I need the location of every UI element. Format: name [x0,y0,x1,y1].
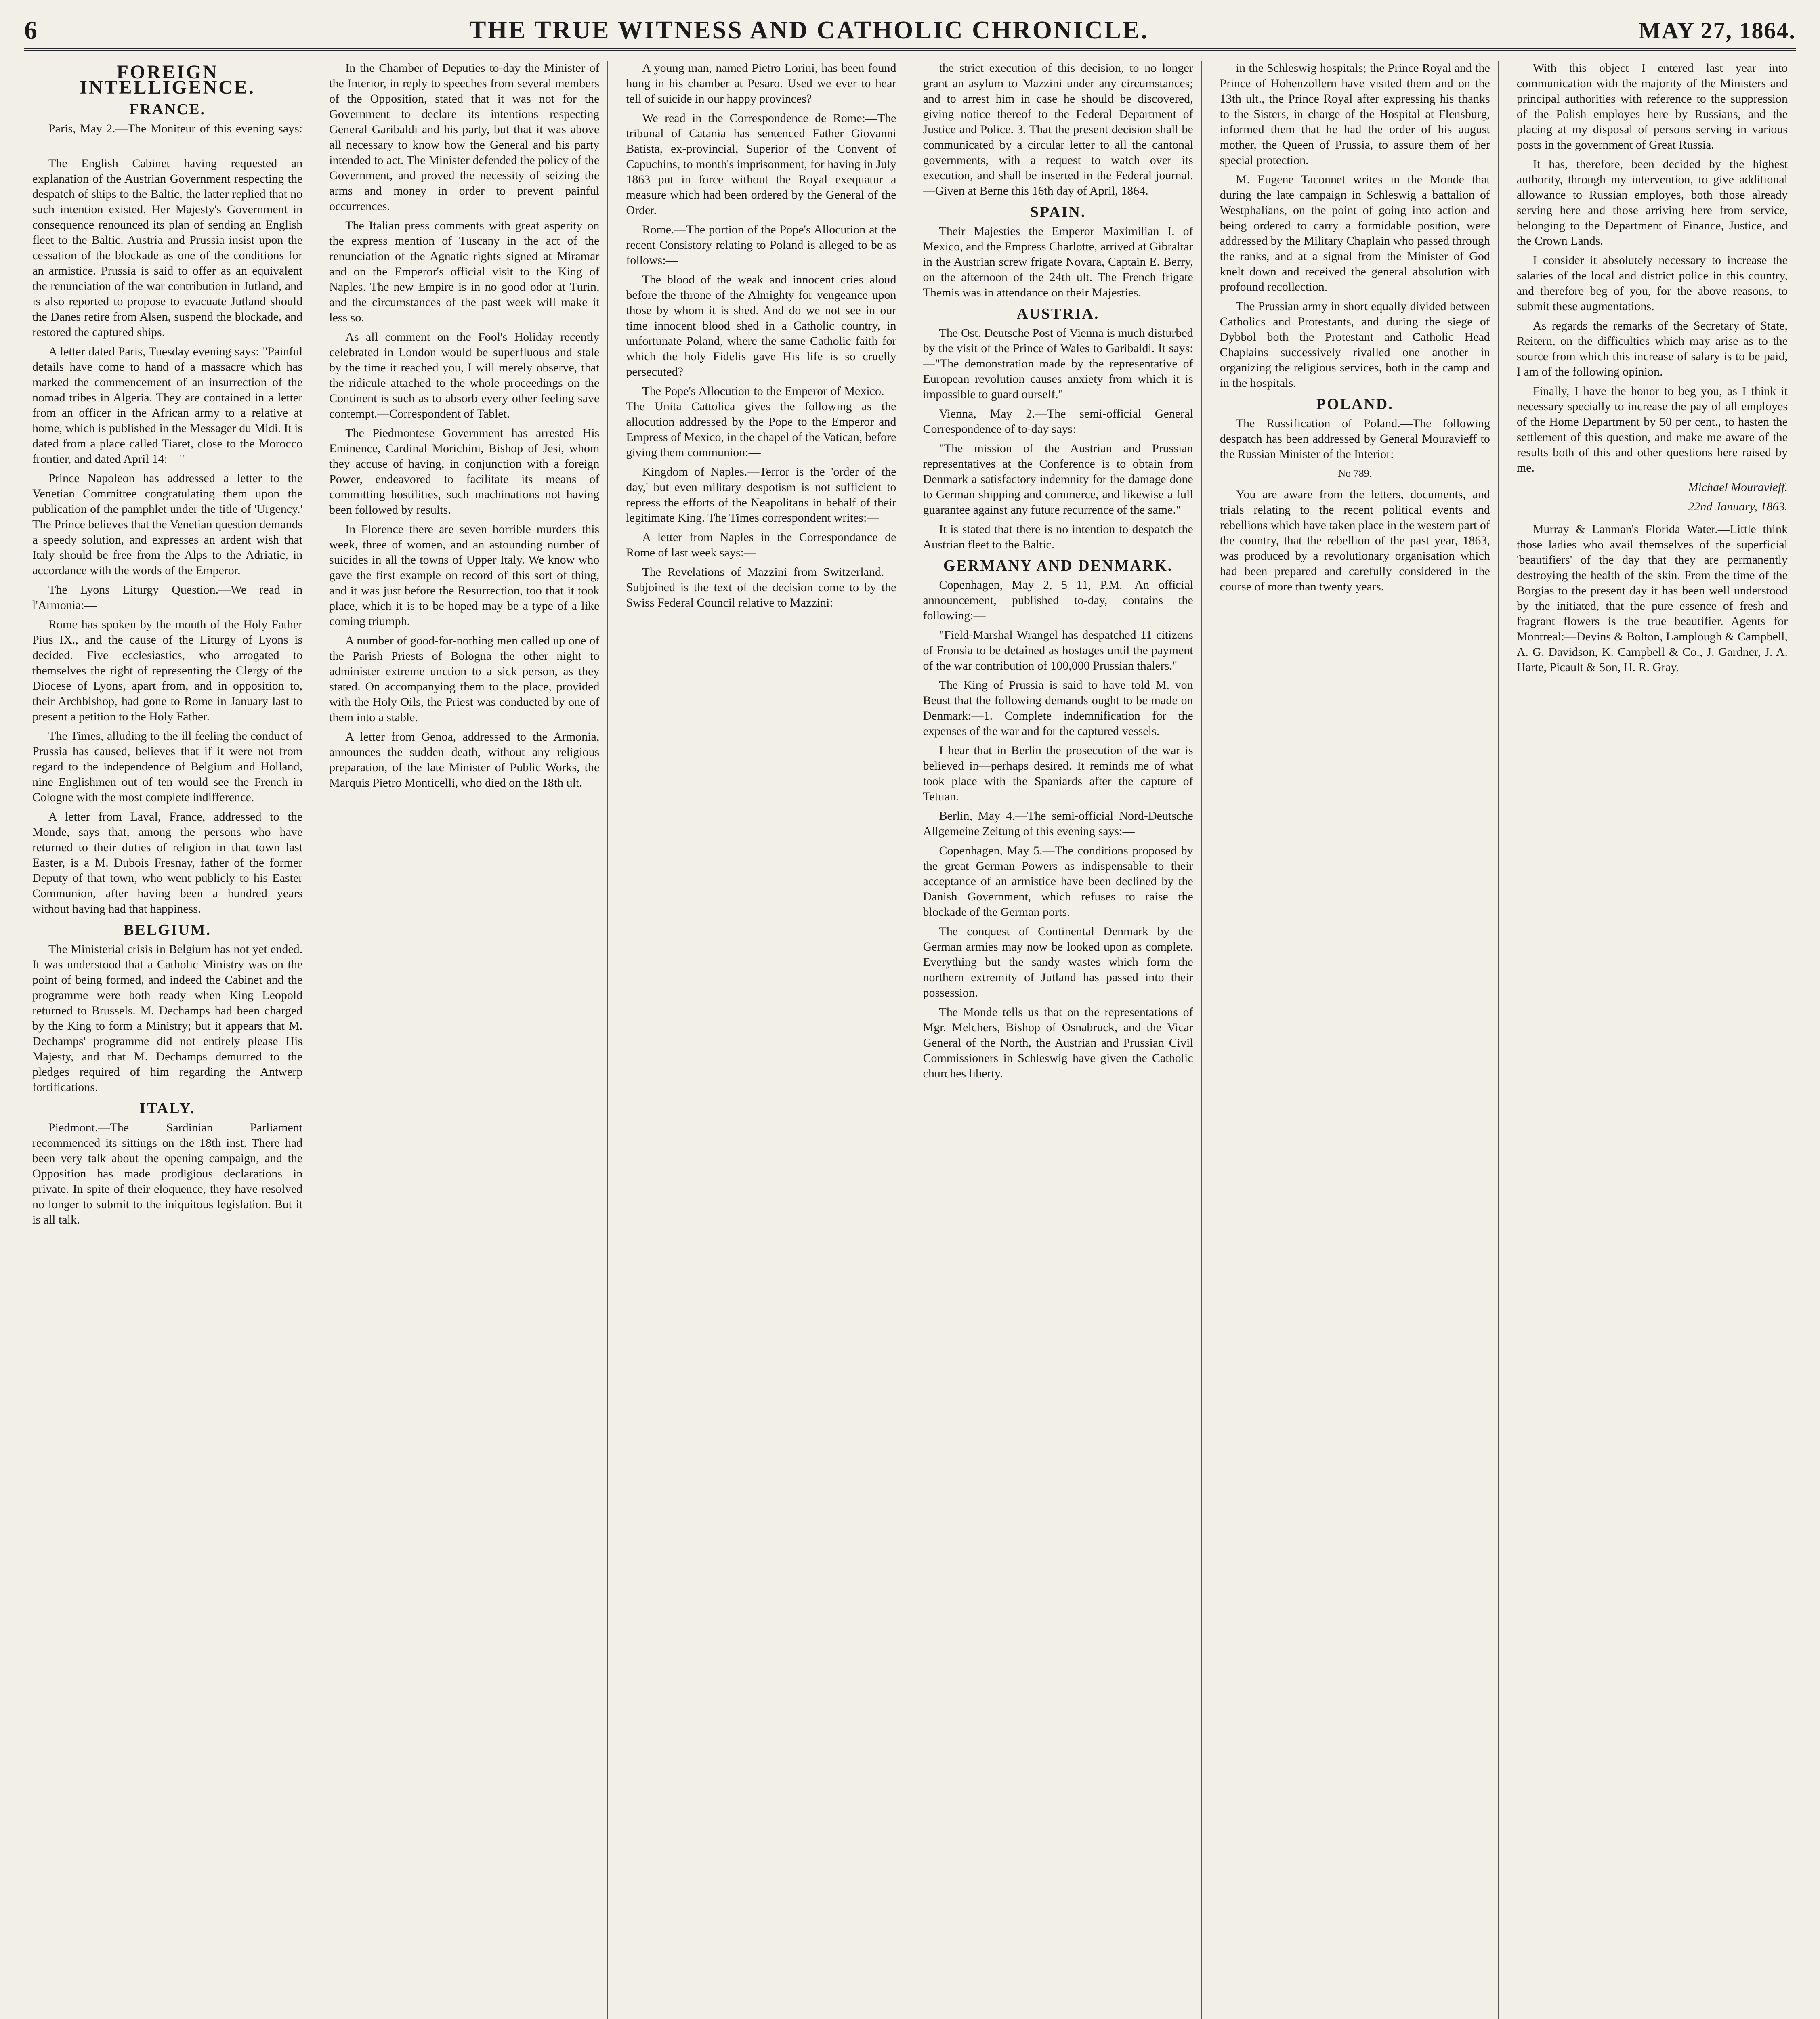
article-paragraph: It has, therefore, been decided by the highest authority, through my intervention, to give additional allowance to Russian employes, both those already serving here and those arriving here from service, belonging to the Department of Finance, Justice, and the Crown Lands. [1516,157,1788,248]
newspaper-title: THE TRUE WITNESS AND CATHOLIC CHRONICLE. [469,16,1149,44]
article-paragraph: The King of Prussia is said to have told M. von Beust that the following demands ought to be made on Denmark:—1. Complete indemnification for the expenses of the war and for the captured vessels. [923,678,1193,738]
section-heading-germany-denmark: GERMANY AND DENMARK. [943,557,1173,574]
column-6 [1509,61,1796,2019]
section-heading-france: FRANCE. [129,101,206,118]
article-paragraph: A letter from Laval, France, addressed to the Monde, says that, among the persons who have returned to their duties of religion in that town last Easter, is a M. Dubois Fresnay, father of the former Deputy of that town, who went publicly to his Easter Communion, after having been a hundred years without having had that happiness. [32,810,303,915]
article-paragraph: The Russification of Poland.—The following despatch has been addressed by General Mouravieff to the Russian Minister of the Interior:— [1220,417,1490,461]
article-paragraph: The Times, alluding to the ill feeling the conduct of Prussia has caused, believes that if it were not from regard to the independence of Belgium and Holland, nine Englishmen out of ten would see the French in Cologne with the most complete indifference. [32,729,303,804]
column-2 [321,61,608,2019]
article-paragraph: A young man, named Pietro Lorini, has been found hung in his chamber at Pesaro. Used we ever to hear tell of suicide in our happy provinces? [626,61,896,105]
article-paragraph: The Piedmontese Government has arrested His Eminence, Cardinal Morichini, Bishop of Jesi, whom they accuse of having, in conjunction with a foreign Power, endeavored to facilitate its means of committing hostilities, such machinations not having been followed by results. [329,426,600,516]
section-heading-poland: POLAND. [1316,396,1394,413]
spacer [1517,518,1788,522]
article-paragraph: A letter dated Paris, Tuesday evening says: "Painful details have come to hand of a massacre which has marked the commencement of an insurrection of the nomad tribes in Algeria. They are contained in a letter from an officer in the African army to a relative at home, which is published in the Messager du Midi. It is dated from a place called Tiaret, close to the Morocco frontier, and dated April 14:—" [32,345,303,466]
article-paragraph: You are aware from the letters, documents, and trials relating to the recent political events and rebellions which have taken place in the western part of the country, that the rebellion of the past year, 1863, was produced by a revolutionary organisation which had been prepared and carefully considered in the course of more than twenty years. [1220,488,1490,593]
article-paragraph: Berlin, May 4.—The semi-official Nord-Deutsche Allgemeine Zeitung of this evening says:— [923,809,1193,838]
article-paragraph: The Revelations of Mazzini from Switzerland.—Subjoined is the text of the decision come to by the Swiss Federal Council relative to Mazzini: [626,565,896,609]
article-paragraph: The conquest of Continental Denmark by the German armies may now be looked upon as complete. Everything but the sandy wastes which form the northern extremity of Jutland has passed into their possession. [923,925,1193,999]
signature-date: 22nd January, 1863. [1688,500,1788,513]
article-paragraph: The Prussian army in short equally divided between Catholics and Protestants, and during the siege of Dybbol both the Protestant and Catholic Head Chaplains successively rivalled one another in organizing the religious services, both in the camp and in the hospitals. [1220,300,1490,390]
section-heading-spain: SPAIN. [1030,204,1086,220]
issue-date: MAY 27, 1864. [1638,17,1796,44]
article-paragraph: Their Majesties the Emperor Maximilian I. of Mexico, and the Empress Charlotte, arrived at Gibraltar in the Austrian screw frigate Novara, Captain E. Berry, on the afternoon of the 24th ult. The French frigate Themis was in attendance on their Majesties. [923,225,1193,299]
article-paragraph: Rome has spoken by the mouth of the Holy Father Pius IX., and the cause of the Liturgy of Lyons is decided. Five ecclesiastics, who arrogated to themselves the right of representing the Clergy of the Diocese of Lyons, apart from, and in opposition to, their Archbishop, had gone to Rome in January last to present a petition to the Holy Father. [32,618,303,723]
article-paragraph: I hear that in Berlin the prosecution of the war is believed in—perhaps desired. It reminds me of what took place with the Spaniards after the capture of Tetuan. [923,744,1193,803]
column-1 [24,61,311,2019]
article-paragraph: In Florence there are seven horrible murders this week, three of women, and an astounding number of suicides in all the towns of Upper Italy. We know who gave the first example on record of this sort of thing, and it was just before the Resurrection, too that it took place, which it is to be hoped may be a type of a like coming triumph. [329,523,600,628]
article-paragraph: A letter from Naples in the Correspondance de Rome of last week says:— [626,531,896,559]
advertisement: Murray & Lanman's Florida Water.—Little think those ladies who avail themselves of the superficial 'beautifiers' of the day that they are permanently destroying the health of the skin. From the time of the Borgias to the present day it has been well understood by the initiated, that the pure essence of fresh and fragrant flowers is the true beautifier. Agents for Montreal:—Devins & Bolton, Lamplough & Campbell, A. G. Davidson, K. Campbell & Co., J. Gardner, J. A. Harte, Picault & Son, H. R. Gray. [1516,523,1788,674]
column-4 [915,61,1202,2019]
article-paragraph: Finally, I have the honor to beg you, as I think it necessary specially to increase the pay of all employes of the Home Department by 50 per cent., to hasten the settlement of this question, and make me aware of the results both of this and other questions here raised by me. [1516,384,1788,474]
article-paragraph: "Field-Marshal Wrangel has despatched 11 citizens of Fronsia to be detained as hostages until the payment of the war contribution of 100,000 Prussian thalers." [923,628,1193,672]
article-paragraph: The Pope's Allocution to the Emperor of Mexico.—The Unita Cattolica gives the following as the allocution addressed by the Pope to the Emperor and Empress of Mexico, in the chapel of the Vatican, before giving them communion:— [626,384,896,459]
article-paragraph: It is stated that there is no intention to despatch the Austrian fleet to the Baltic. [923,523,1193,551]
article-paragraph: The Monde tells us that on the representations of Mgr. Melchers, Bishop of Osnabruck, and the Vicar General of the North, the Austrian and Prussian Civil Commissioners in Schleswig have given the Catholic churches liberty. [923,1005,1193,1080]
article-paragraph: Piedmont.—The Sardinian Parliament recommenced its sittings on the 18th inst. There had been very talk about the opening campaign, and the Opposition has made prodigious declarations in private. In spite of their eloquence, they have resolved no longer to submit to the iniquitous legislation. But it is all talk. [32,1121,303,1226]
article-paragraph: The English Cabinet having requested an explanation of the Austrian Government respecting the despatch of ships to the Baltic, the latter replied that no such intention existed. Her Majesty's Government in consequence renounced its plan of sending an English fleet to the Baltic. Austria and Prussia insist upon the cessation of the blockade as one of the conditions for an armistice. Prussia is said to offer as an equivalent the renunciation of the war contribution in Jutland, and is also reported to propose to evacuate Jutland should the Danes retire from Alsen, suspend the blockade, and restored the captured ships. [32,157,303,339]
article-paragraph: Paris, May 2.—The Moniteur of this evening says:— [32,122,303,151]
article-paragraph: "The mission of the Austrian and Prussian representatives at the Conference is to obtain from Denmark a satisfactory indemnity for the damage done to German shipping and commerce, and likewise a full guarantee against any future recurrence of the same." [923,442,1193,516]
page-number: 6 [24,16,37,44]
article-paragraph: Copenhagen, May 2, 5 11, P.M.—An official announcement, published to-day, contains the following:— [923,578,1193,622]
despatch-number: No 789. [1338,468,1372,479]
article-paragraph: Prince Napoleon has addressed a letter to the Venetian Committee congratulating them upon the publication of the pamphlet under the title of 'Urgency.' The Prince believes that the Venetian question demands a speedy solution, and expresses an ardent wish that Italy should be free from the Alps to the Adriatic, in accordance with the words of the Emperor. [32,472,303,577]
article-paragraph: The Italian press comments with great asperity on the express mention of Tuscany in the act of the renunciation of the Agnatic rights signed at Miramar and on the Emperor's official visit to the King of Naples. The new Empire is in no good odor at Turin, and the circumstances of the past week will make it less so. [329,219,600,324]
article-paragraph: Kingdom of Naples.—Terror is the 'order of the day,' but even military despotism is not sufficient to repress the efforts of the Neapolitans in behalf of their legitimate King. The Times correspondent writes:— [626,465,896,525]
article-paragraph: A number of good-for-nothing men called up one of the Parish Priests of Bologna the other night to administer extreme unction to a sick person, as they stated. On accompanying them to the place, provided with the Holy Oils, the Priest was conducted by one of them into a stable. [329,634,600,724]
article-paragraph: Copenhagen, May 5.—The conditions proposed by the great German Powers as indispensable to their acceptance of an armistice have been declined by the Danish Government, which refuses to raise the blockade of the German ports. [923,844,1193,919]
section-heading-austria: AUSTRIA. [1016,305,1100,322]
article-paragraph: The Ministerial crisis in Belgium has not yet ended. It was understood that a Catholic Ministry was on the point of being formed, and indeed the Cabinet and the programme were both ready when King Leopold returned to Brussels. M. Dechamps had been charged by the King to form a Ministry; but it appears that M. Dechamps' programme did not entirely please His Majesty, and that M. Dechamps demurred to the pledges required of him regarding the Antwerp fortifications. [32,942,303,1094]
article-paragraph: The Ost. Deutsche Post of Vienna is much disturbed by the visit of the Prince of Wales to Garibaldi. It says:—"The demonstration made by the representative of European revolution causes anxiety from which it is impossible to guard ourself." [923,326,1193,401]
columns [24,61,1796,2019]
article-paragraph: In the Chamber of Deputies to-day the Minister of the Interior, in reply to speeches from several members of the Opposition, stated that it was not for the Government to declare its intentions respecting General Garibaldi and his party, but that it was above all necessary to know how the General and his party intended to act. The Minister defended the policy of the Government, and proved the necessity of seizing the arms and money in order to prevent painful occurrences. [329,61,600,213]
article-paragraph: As all comment on the Fool's Holiday recently celebrated in London would be superfluous and stale by the time it reached you, I will merely observe, that the ridicule attached to the whole proceedings on the Continent is such as to absorb every other feeling save contempt.—Correspondent of Tablet. [329,330,600,420]
masthead [24,12,1796,51]
article-paragraph: the strict execution of this decision, to no longer grant an asylum to Mazzini under any circumstances; and to arrest him in case he should be discovered, giving notice thereof to the Federal Department of Justice and Police. 3. That the present decision shall be communicated by a circular letter to all the cantonal governments, with a request to watch over its execution, and shall be inserted in the Federal journal.—Given at Berne this 16th day of April, 1864. [923,61,1193,197]
section-heading-foreign: FOREIGN INTELLIGENCE. [80,61,255,98]
article-paragraph: With this object I entered last year into communication with the majority of the Ministers and principal authorities with reference to the suppression of the Polish employes here by Russians, and the placing at my disposal of persons serving in various posts in the government of Great Russia. [1516,61,1788,151]
column-5 [1212,61,1499,2019]
article-paragraph: As regards the remarks of the Secretary of State, Reitern, on the difficulties which may arise as to the source from which this increase of salary is to be paid, I am of the following opinion. [1516,319,1788,378]
article-paragraph: in the Schleswig hospitals; the Prince Royal and the Prince of Hohenzollern have visited them and on the 13th ult., the Prince Royal after expressing his thanks to the Sisters, in charge of the Hospital at Flensburg, informed them that he had the order of his august mother, the Queen of Prussia, to assure them of her special protection. [1220,61,1490,167]
section-heading-belgium: BELGIUM. [123,921,212,938]
signature: Michael Mouravieff. [1688,481,1788,494]
article-paragraph: I consider it absolutely necessary to increase the salaries of the local and district police in this country, and therefore beg of you, for the above reasons, to submit these augmentations. [1516,254,1788,313]
article-paragraph: We read in the Correspondence de Rome:—The tribunal of Catania has sentenced Father Giovanni Batista, ex-provincial, Superior of the Convent of Capuchins, to month's imprisonment, for having in July 1863 put in force without the Royal exequatur a measure which had been ordered by the General of the Order. [626,111,896,217]
article-paragraph: Rome.—The portion of the Pope's Allocution at the recent Consistory relating to Poland is alleged to be as follows:— [626,223,896,267]
article-paragraph: The Lyons Liturgy Question.—We read in l'Armonia:— [32,583,303,612]
section-heading-italy: ITALY. [139,1100,195,1117]
article-paragraph: The blood of the weak and innocent cries aloud before the throne of the Almighty for vengeance upon those by whom it is shed. And do we not see in our time innocent blood shed in a Catholic country, in unfortunate Poland, where the same Catholic faith for which the holy Fidelis gave His life is so cruelly persecuted? [626,273,896,378]
article-paragraph: Vienna, May 2.—The semi-official General Correspondence of to-day says:— [923,407,1193,436]
article-paragraph: A letter from Genoa, addressed to the Armonia, announces the sudden death, without any religious preparation, of the late Minister of Public Works, the Marquis Pietro Monticelli, who died on the 18th ult. [329,730,600,789]
article-paragraph: M. Eugene Taconnet writes in the Monde that during the late campaign in Schleswig a battalion of Westphalians, on the point of going into action and being ordered to carry a formidable position, were addressed by the Military Chaplain who passed through the ranks, and at a signal from the Minister of God knelt down and received the general absolution with profound recollection. [1220,173,1490,294]
column-3 [618,61,905,2019]
